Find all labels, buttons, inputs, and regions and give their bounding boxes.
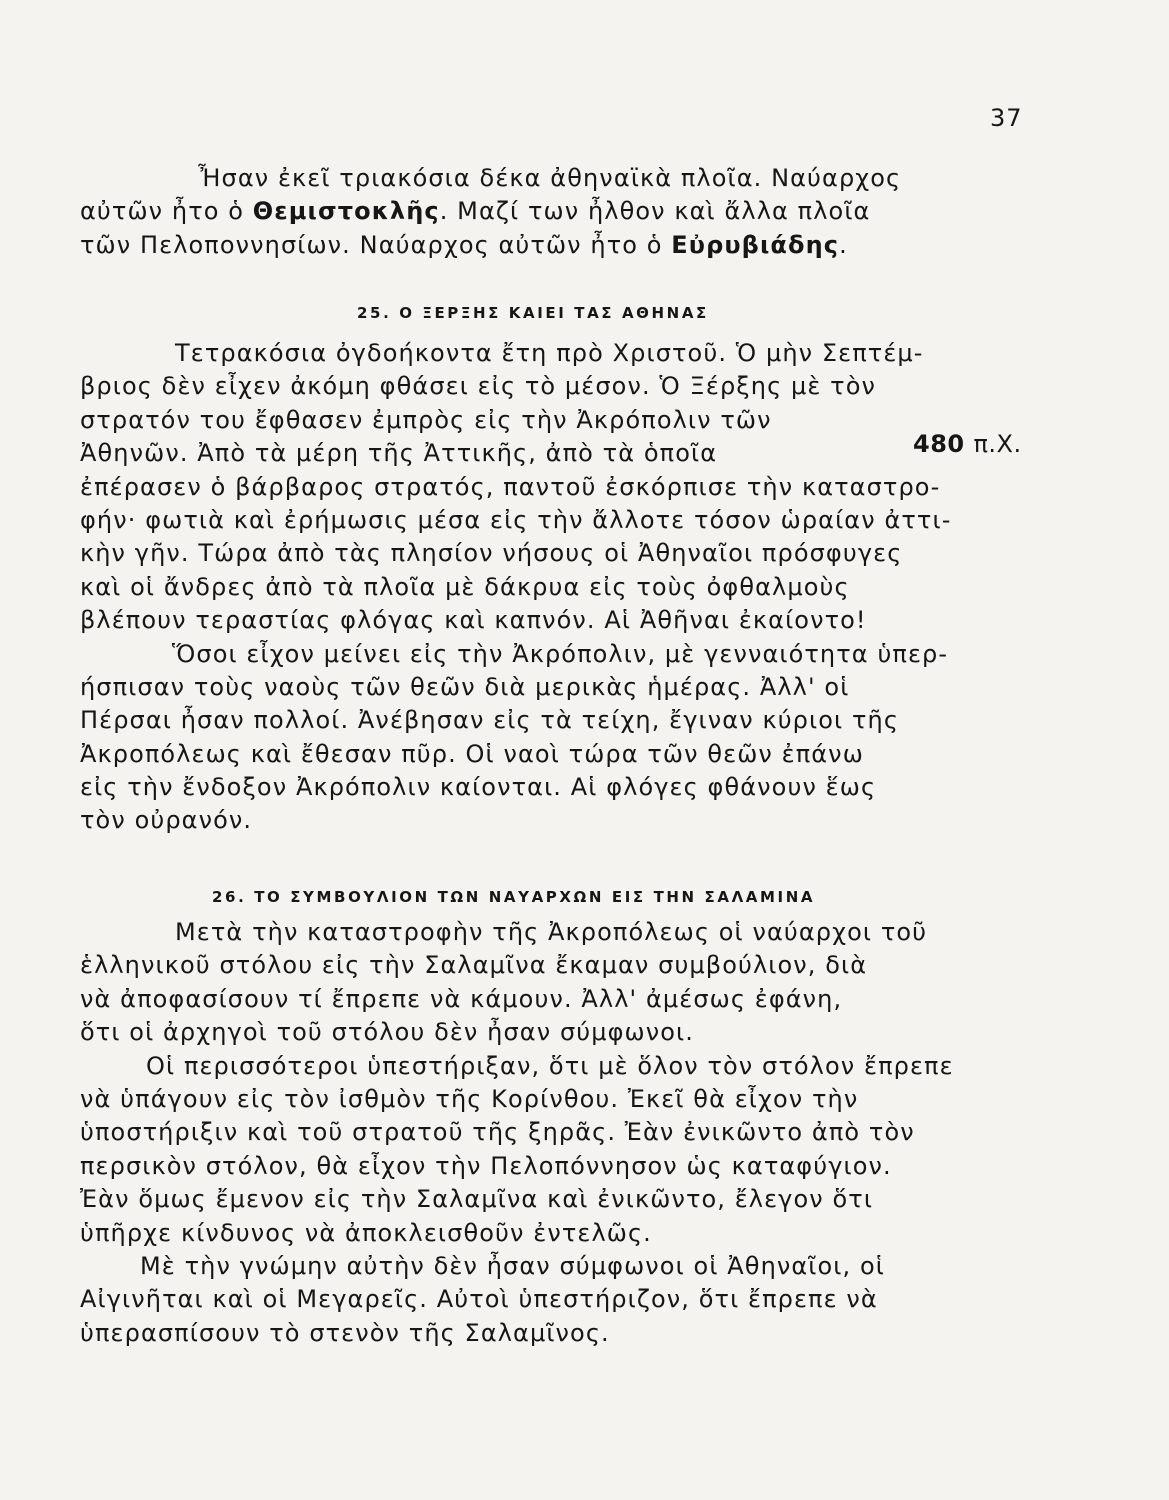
- text-line: Ὅσοι εἶχον μείνει εἰς τὴν Ἀκρόπολιν, μὲ γενναιότητα ὑπερ-: [172, 639, 949, 668]
- text-line: [80, 229, 1028, 262]
- section-heading-26: 26. ΤΟ ΣΥΜΒΟΥΛΙΟΝ ΤΩΝ ΝΑΥΑΡΧΩΝ ΕΙΣ ΤΗΝ ΣΑΛΑΜΙΝΑ: [212, 888, 816, 906]
- name-themistocles: Θεμιστοκλῆς: [252, 197, 440, 226]
- text-line: ὑποστήριξιν καὶ τοῦ στρατοῦ τῆς ξηρᾶς. Ἐὰν ἐνικῶντο ἀπὸ τὸν: [80, 1118, 915, 1147]
- text-line: Ἀκροπόλεως καὶ ἔθεσαν πῦρ. Οἱ ναοὶ τώρα τῶν θεῶν ἐπάνω: [80, 739, 864, 768]
- text-line: Μετὰ τὴν καταστροφὴν τῆς Ἀκροπόλεως οἱ ναύαρχοι τοῦ: [175, 918, 928, 946]
- text-line: τὸν οὐρανόν.: [80, 806, 253, 835]
- intro-paragraph: [80, 162, 1028, 262]
- marginal-year: 480: [913, 430, 965, 458]
- section-26-body: [80, 916, 1028, 1350]
- text-segment: .: [839, 230, 848, 259]
- text-line: ἐπέρασεν ὁ βάρβαρος στρατός, παντοῦ ἐσκόρπισε τὴν καταστρο-: [80, 472, 941, 501]
- text-line: βριος δὲν εἶχεν ἀκόμη φθάσει εἰς τὸ μέσον. Ὁ Ξέρξης μὲ τὸν: [80, 372, 876, 401]
- text-line: Ἐὰν ὅμως ἔμενον εἰς τὴν Σαλαμῖνα καὶ ἐνικῶντο, ἔλεγον ὅτι: [80, 1185, 874, 1214]
- text-line: Πέρσαι ἦσαν πολλοί. Ἀνέβησαν εἰς τὰ τείχη, ἔγιναν κύριοι τῆς: [80, 706, 900, 735]
- page-number: 37: [990, 104, 1023, 132]
- text-segment: αὐτῶν ἦτο ὁ: [80, 197, 253, 226]
- text-line: Τετρακόσια ὀγδοήκοντα ἔτη πρὸ Χριστοῦ. Ὁ μὴν Σεπτέμ-: [175, 339, 924, 367]
- text-line: κὴν γῆν. Τώρα ἀπὸ τὰς πλησίον νήσους οἱ Ἀθηναῖοι πρόσφυγες: [80, 539, 903, 568]
- marginal-bc: π.Χ.: [973, 430, 1022, 458]
- text-line: φήν· φωτιὰ καὶ ἐρήμωσις μέσα εἰς τὴν ἄλλοτε τόσον ὡραίαν ἀττι-: [80, 505, 952, 534]
- text-line: Οἱ περισσότεροι ὑπεστήριξαν, ὅτι μὲ ὅλον τὸν στόλον ἔπρεπε: [146, 1051, 954, 1080]
- text-line: Αἰγινῆται καὶ οἱ Μεγαρεῖς. Αὐτοὶ ὑπεστήριζον, ὅτι ἔπρεπε νὰ: [80, 1285, 878, 1314]
- text-segment: τῶν Πελοποννησίων. Ναύαρχος αὐτῶν ἦτο ὁ: [80, 230, 672, 259]
- text-line: [80, 195, 1028, 228]
- text-line: ὑπερασπίσουν τὸ στενὸν τῆς Σαλαμῖνος.: [80, 1318, 610, 1347]
- text-line: νὰ ὑπάγουν εἰς τὸν ἰσθμὸν τῆς Κορίνθου. Ἐκεῖ θὰ εἶχον τὴν: [80, 1084, 859, 1113]
- text-line: εἰς τὴν ἔνδοξον Ἀκρόπολιν καίονται. Αἱ φλόγες φθάνουν ἕως: [80, 773, 877, 802]
- text-line: ὑπῆρχε κίνδυνος νὰ ἀποκλεισθοῦν ἐντελῶς.: [80, 1218, 652, 1247]
- text-line: καὶ οἱ ἄνδρες ἀπὸ τὰ πλοῖα μὲ δάκρυα εἰς τοὺς ὀφθαλμοὺς: [80, 572, 850, 601]
- text-line: νὰ ἀποφασίσουν τί ἔπρεπε νὰ κάμουν. Ἀλλ' ἀμέσως ἐφάνη,: [80, 984, 843, 1013]
- section-25-body: [80, 337, 1028, 838]
- text-segment: Ἦσαν ἐκεῖ τριακόσια δέκα ἀθηναϊκὰ πλοῖα. Ναύαρχος: [198, 164, 902, 192]
- text-line: ὅτι οἱ ἀρχηγοὶ τοῦ στόλου δὲν ἦσαν σύμφωνοι.: [80, 1018, 694, 1047]
- text-line: στρατόν του ἔφθασεν ἐμπρὸς εἰς τὴν Ἀκρόπολιν τῶν: [80, 405, 772, 434]
- text-line: ἑλληνικοῦ στόλου εἰς τὴν Σαλαμῖνα ἔκαμαν συμβούλιον, διὰ: [80, 951, 868, 980]
- text-line: Μὲ τὴν γνώμην αὐτὴν δὲν ἦσαν σύμφωνοι οἱ Ἀθηναῖοι, οἱ: [140, 1251, 885, 1280]
- text-line: βλέπουν τεραστίας φλόγας καὶ καπνόν. Αἱ Ἀθῆναι ἐκαίοντο!: [80, 606, 867, 635]
- text-segment: . Μαζί των ἦλθον καὶ ἄλλα πλοῖα: [439, 197, 871, 226]
- text-line: [80, 162, 1028, 195]
- text-line: περσικὸν στόλον, θὰ εἶχον τὴν Πελοπόννησον ὡς καταφύγιον.: [80, 1151, 892, 1180]
- name-eurybiades: Εὐρυβιάδης: [671, 230, 840, 259]
- section-heading-25: 25. Ο ΞΕΡΞΗΣ ΚΑΙΕΙ ΤΑΣ ΑΘΗΝΑΣ: [357, 304, 709, 322]
- text-line: Ἀθηνῶν. Ἀπὸ τὰ μέρη τῆς Ἀττικῆς, ἀπὸ τὰ ὁποῖα: [80, 439, 718, 468]
- text-line: ήσπισαν τοὺς ναοὺς τῶν θεῶν διὰ μερικὰς ἡμέρας. Ἀλλ' οἱ: [80, 672, 850, 701]
